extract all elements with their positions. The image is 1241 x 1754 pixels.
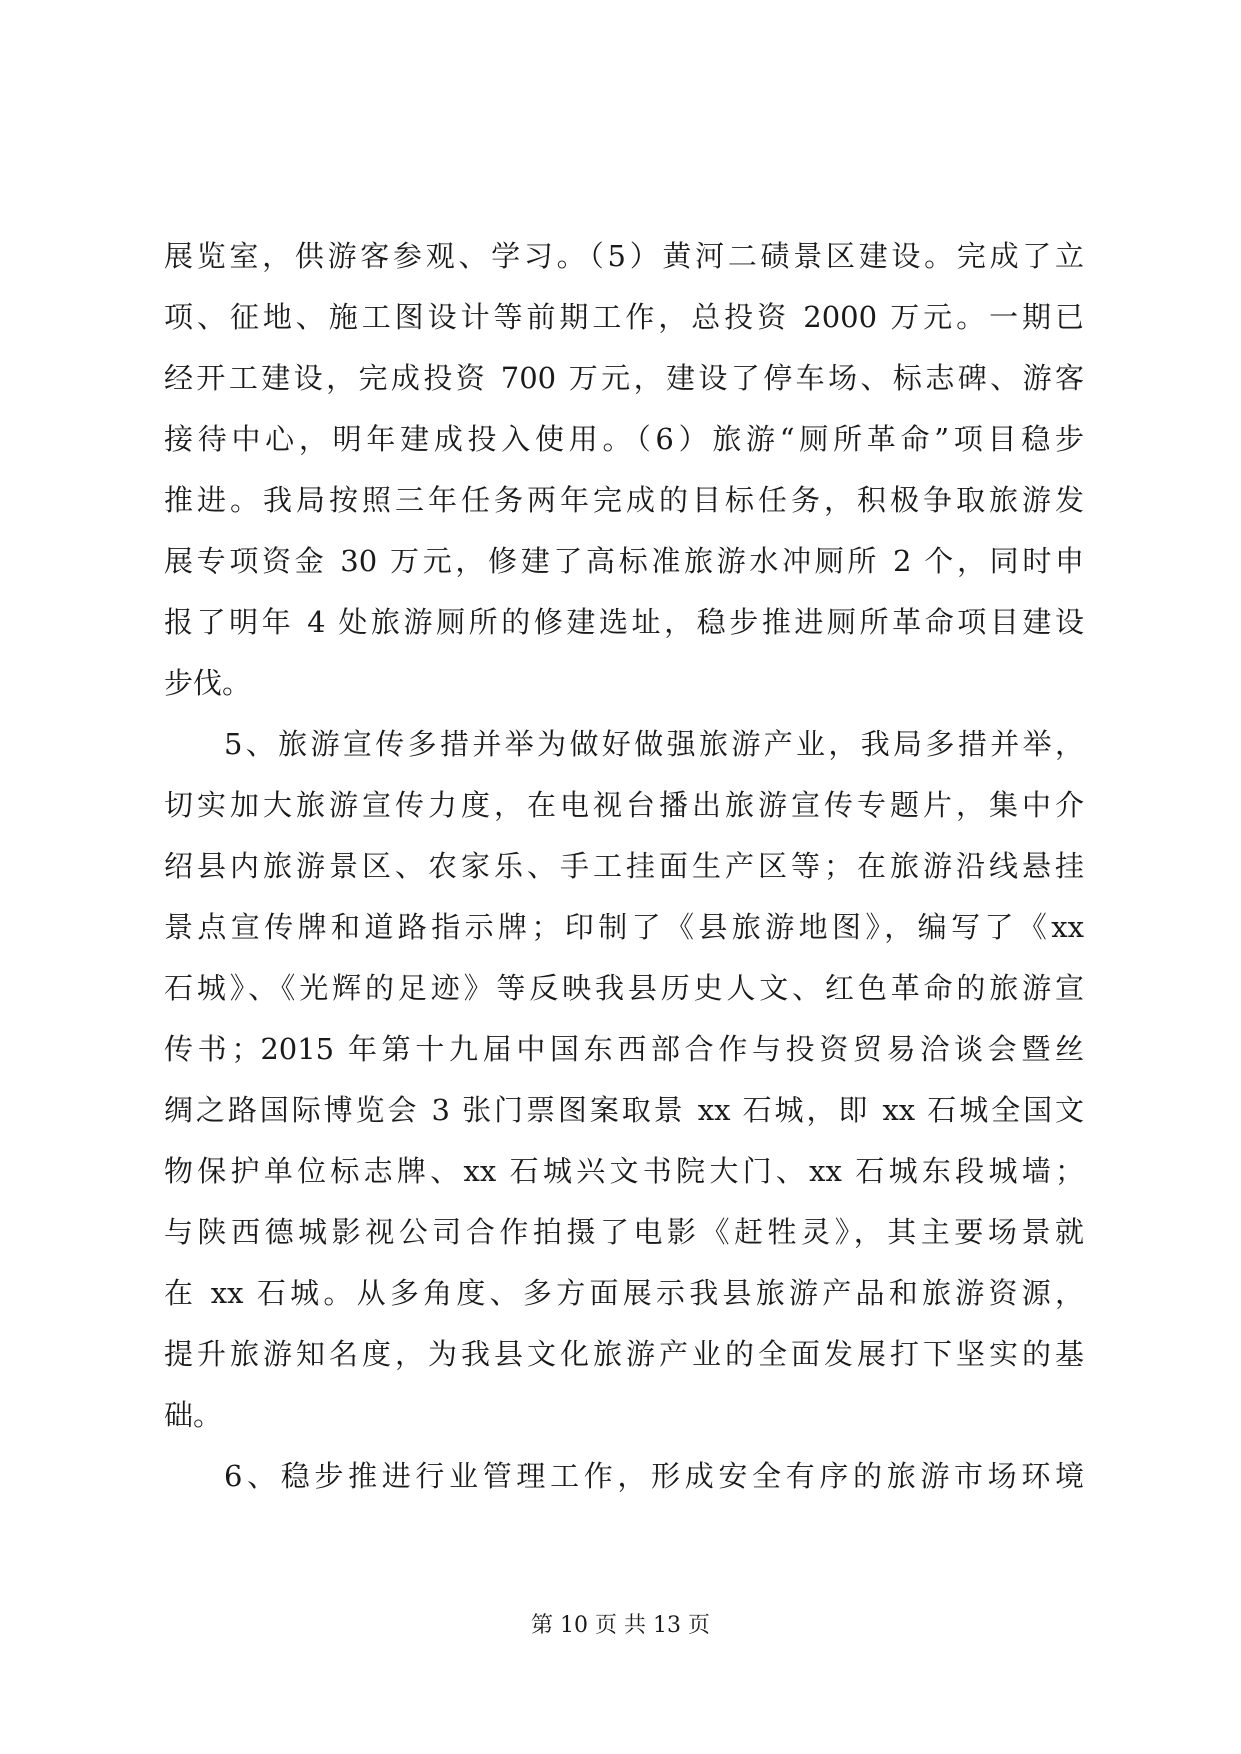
text-line: 接待中心，明年建成投入使用。（6）旅游“厕所革命”项目稳步 [164, 422, 1084, 456]
text-line: 与陕西德城影视公司合作拍摄了电影《赶牲灵》，其主要场景就 [164, 1215, 1084, 1249]
text-line: 石城》、《光辉的足迹》等反映我县历史人文、红色革命的旅游宣 [164, 971, 1084, 1005]
text-line: 础。 [164, 1398, 223, 1432]
text-line: 6、稳步推进行业管理工作，形成安全有序的旅游市场环境 [224, 1459, 1084, 1493]
text-line: 经开工建设，完成投资 700 万元，建设了停车场、标志碑、游客 [164, 361, 1084, 395]
text-line: 提升旅游知名度，为我县文化旅游产业的全面发展打下坚实的基 [164, 1337, 1084, 1371]
page-footer: 第 10 页 共 13 页 [531, 1613, 710, 1638]
text-line: 报了明年 4 处旅游厕所的修建选址，稳步推进厕所革命项目建设 [164, 605, 1084, 639]
text-line: 项、征地、施工图设计等前期工作，总投资 2000 万元。一期已 [164, 300, 1084, 334]
text-line: 步伐。 [164, 666, 252, 700]
text-line: 物保护单位标志牌、xx 石城兴文书院大门、xx 石城东段城墙； [164, 1154, 1084, 1188]
text-line: 在 xx 石城。从多角度、多方面展示我县旅游产品和旅游资源， [164, 1276, 1084, 1310]
text-line: 展专项资金 30 万元，修建了高标准旅游水冲厕所 2 个，同时申 [164, 544, 1084, 578]
text-line: 绍县内旅游景区、农家乐、手工挂面生产区等；在旅游沿线悬挂 [164, 849, 1084, 883]
text-line: 景点宣传牌和道路指示牌；印制了《县旅游地图》，编写了《xx [164, 910, 1084, 944]
text-line: 展览室，供游客参观、学习。（5）黄河二碛景区建设。完成了立 [164, 239, 1084, 273]
text-line: 推进。我局按照三年任务两年完成的目标任务，积极争取旅游发 [164, 483, 1084, 517]
paragraph-1 [164, 226, 1084, 714]
paragraph-2 [164, 714, 1084, 1446]
text-line: 绸之路国际博览会 3 张门票图案取景 xx 石城，即 xx 石城全国文 [164, 1093, 1084, 1127]
text-line: 切实加大旅游宣传力度，在电视台播出旅游宣传专题片，集中介 [164, 788, 1084, 822]
text-line: 5、旅游宣传多措并举为做好做强旅游产业，我局多措并举， [224, 727, 1084, 761]
body-text [164, 226, 1084, 1507]
text-line: 传书；2015 年第十九届中国东西部合作与投资贸易洽谈会暨丝 [164, 1032, 1084, 1066]
paragraph-3 [164, 1446, 1084, 1507]
